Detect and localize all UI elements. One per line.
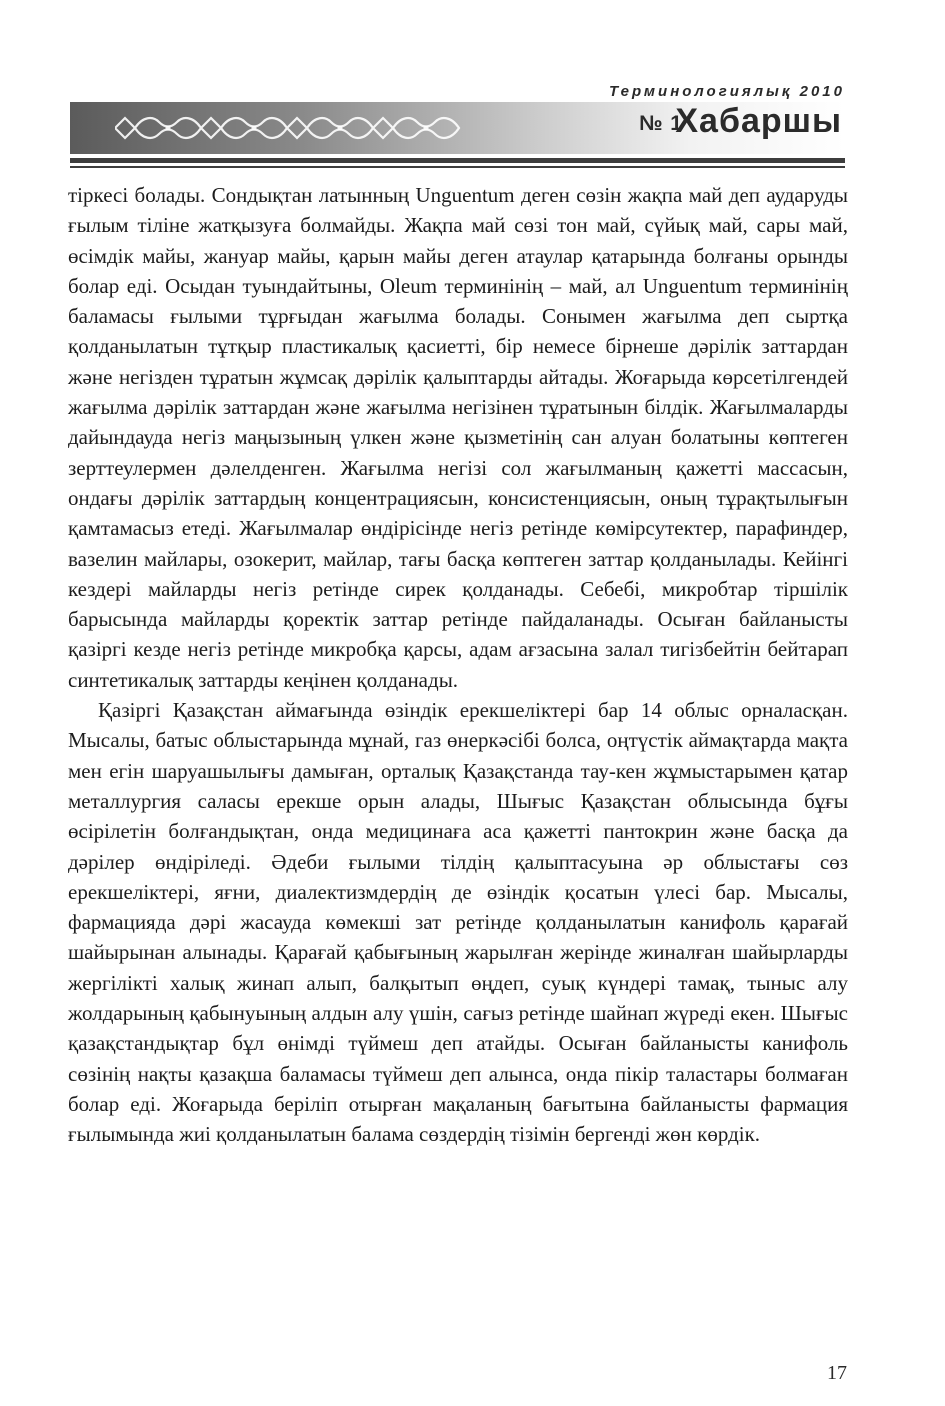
journal-year: 2010: [799, 83, 845, 100]
journal-supertitle: Терминологиялық 2010: [609, 83, 845, 100]
journal-title: Хабаршы: [675, 102, 842, 140]
article-body: [68, 180, 848, 1150]
header-rule-thin: [70, 166, 845, 168]
page-number: 17: [827, 1362, 847, 1384]
paragraph: тіркесі болады. Сондықтан латынның Unguentum деген сөзін жақпа май деп аударуды ғылым тіліне жатқызуға болмайды. Жақпа май сөзі тон май, сүйық май, сары май, өсімдік майы, жануар майы, қарын майы деген атаулар қатарында болғаны орынды болар еді. Осыдан туындайтыны, Oleum терминінің – май, ал Unguentum терминінің баламасы ғылыми тұрғыдан жағылма болады. Сонымен жағылма деп сыртқа қолданылатын тұтқыр пластикалық қасиетті, бір немесе бірнеше дәрілік заттардан және негізден тұратын жұмсақ дәрілік қалыптарды айтады. Жоғарыда көрсетілгендей жағылма дәрілік заттардан және жағылма негізінен тұратынын білдік. Жағылмаларды дайындауда негіз маңызының үлкен және қызметінің сан алуан болатыны көптеген зерттеулермен дәлелденген. Жағылма негізі сол жағылманың қажетті массасын, ондағы дәрілік заттардың концентрациясын, консистенциясын, оның тұрақтылығын қамтамасыз етеді. Жағылмалар өндірісінде негіз ретінде көмірсутектер, парафиндер, вазелин майлары, озокерит, майлар, тағы басқа көптеген заттар қолданылады. Кейінгі кездері майларды негіз ретінде сирек қолданады. Себебі, микробтар тіршілік барысында майларды қоректік заттар ретінде пайдаланады. Осыған байланысты қазіргі кезде негіз ретінде микробқа қарсы, адам ағзасына залал тигізбейтін бейтарап синтетикалық заттарды кеңінен қолданады.: [68, 183, 848, 692]
issue-number: № 1: [639, 112, 683, 135]
ornament-pattern-icon: [115, 108, 465, 148]
paragraph: Қазіргі Қазақстан аймағында өзіндік ерекшеліктері бар 14 облыс орналасқан. Мысалы, батыс облыстарында мұнай, газ өнеркәсібі болса, оңтүстік аймақтарда мақта мен егін шаруашылығы дамыған, орталық Қазақстанда тау-кен жұмыстарымен қатар металлургия саласы ерекше орын алады, Шығыс Қазақстан облысында бұғы өсірілетін болғандықтан, онда медицинаға аса қажетті пантокрин және басқа да дәрілер өндіріледі. Әдеби ғылыми тілдің қалыптасуына әр облыстағы сөз ерекшеліктері, яғни, диалектизмдердің де өзіндік қосатын үлесі бар. Мысалы, фармацияда дәрі жасауда көмекші зат ретінде қолданылатын канифоль қарағай шайырынан алынады. Қарағай қабығының жарылған жерінде жиналған шайырларды жергілікті халық жинап алып, балқытып өңдеп, суық күндері тамақ, тыныс алу жолдарының қабынуының алдын алу үшін, сағыз ретінде шайнап жүреді екен. Шығыс қазақстандықтар бұл өнімді түймеш деп атайды. Осыған байланысты канифоль сөзінің нақты қазақша баламасы түймеш деп алынса, онда пікір таластары болмаған болар еді. Жоғарыда беріліп отырған мақаланың бағытына байланысты фармация ғылымында жиі қолданылатын балама сөздердің тізімін бергенді жөн көрдік.: [68, 698, 848, 1147]
header-rule-thick: [70, 158, 845, 163]
page-header: [0, 0, 945, 175]
